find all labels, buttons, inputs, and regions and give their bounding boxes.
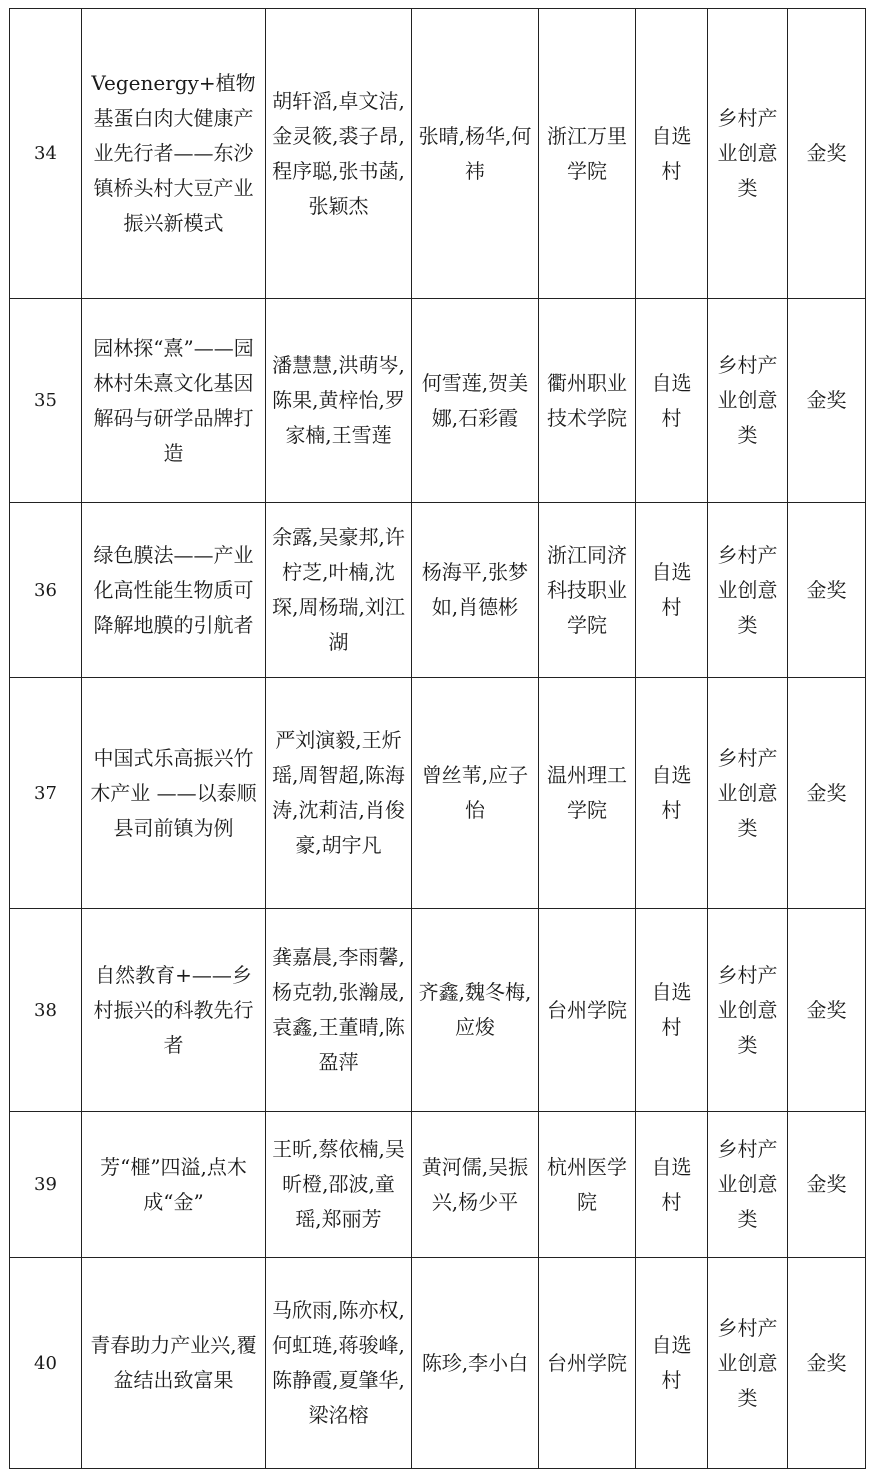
table-row [10, 909, 866, 1112]
table-row [10, 1258, 866, 1469]
award: 金奖 [788, 9, 866, 299]
row-number: 40 [10, 1258, 82, 1469]
table-row [10, 9, 866, 299]
village-type: 自选村 [636, 1112, 708, 1258]
team-members: 严刘演毅,王炘瑶,周智超,陈海涛,沈莉洁,肖俊豪,胡宇凡 [266, 678, 412, 909]
project-title: 芳“榧”四溢,点木成“金” [82, 1112, 266, 1258]
award-results-table [9, 8, 866, 1469]
project-title: 青春助力产业兴,覆盆结出致富果 [82, 1258, 266, 1469]
team-members: 马欣雨,陈亦权,何虹琏,蒋骏峰,陈静霞,夏肇华,梁洺榕 [266, 1258, 412, 1469]
team-members: 龚嘉晨,李雨馨,杨克勃,张瀚晟,袁鑫,王董晴,陈盈萍 [266, 909, 412, 1112]
team-members: 胡轩滔,卓文洁,金灵筱,裘子昂,程序聪,张书菡,张颖杰 [266, 9, 412, 299]
table-row [10, 678, 866, 909]
row-number: 34 [10, 9, 82, 299]
project-title: 绿色膜法——产业化高性能生物质可降解地膜的引航者 [82, 503, 266, 678]
village-type: 自选村 [636, 909, 708, 1112]
category: 乡村产业创意类 [708, 1258, 788, 1469]
category: 乡村产业创意类 [708, 678, 788, 909]
award: 金奖 [788, 1112, 866, 1258]
award: 金奖 [788, 909, 866, 1112]
project-title: Vegenergy+植物基蛋白肉大健康产业先行者——东沙镇桥头村大豆产业振兴新模式 [82, 9, 266, 299]
advisors: 陈珍,李小白 [412, 1258, 539, 1469]
table-row [10, 503, 866, 678]
team-members: 王昕,蔡依楠,吴昕橙,邵波,童瑶,郑丽芳 [266, 1112, 412, 1258]
advisors: 曾丝苇,应子怡 [412, 678, 539, 909]
category: 乡村产业创意类 [708, 9, 788, 299]
project-title: 园林探“熹”——园林村朱熹文化基因解码与研学品牌打造 [82, 299, 266, 503]
award: 金奖 [788, 678, 866, 909]
award: 金奖 [788, 299, 866, 503]
team-members: 潘慧慧,洪萌岑,陈果,黄梓怡,罗家楠,王雪莲 [266, 299, 412, 503]
village-type: 自选村 [636, 9, 708, 299]
advisors: 杨海平,张梦如,肖德彬 [412, 503, 539, 678]
project-title: 中国式乐高振兴竹木产业 ——以泰顺县司前镇为例 [82, 678, 266, 909]
row-number: 36 [10, 503, 82, 678]
row-number: 39 [10, 1112, 82, 1258]
school: 台州学院 [539, 1258, 636, 1469]
school: 台州学院 [539, 909, 636, 1112]
team-members: 余露,吴豪邦,许柠芝,叶楠,沈琛,周杨瑞,刘江湖 [266, 503, 412, 678]
category: 乡村产业创意类 [708, 1112, 788, 1258]
school: 温州理工学院 [539, 678, 636, 909]
village-type: 自选村 [636, 503, 708, 678]
row-number: 35 [10, 299, 82, 503]
school: 浙江万里学院 [539, 9, 636, 299]
category: 乡村产业创意类 [708, 909, 788, 1112]
table-row [10, 1112, 866, 1258]
advisors: 张晴,杨华,何祎 [412, 9, 539, 299]
advisors: 齐鑫,魏冬梅,应焌 [412, 909, 539, 1112]
village-type: 自选村 [636, 678, 708, 909]
row-number: 38 [10, 909, 82, 1112]
table-row [10, 299, 866, 503]
category: 乡村产业创意类 [708, 503, 788, 678]
advisors: 何雪莲,贺美娜,石彩霞 [412, 299, 539, 503]
village-type: 自选村 [636, 1258, 708, 1469]
village-type: 自选村 [636, 299, 708, 503]
category: 乡村产业创意类 [708, 299, 788, 503]
project-title: 自然教育+——乡村振兴的科教先行者 [82, 909, 266, 1112]
school: 浙江同济科技职业学院 [539, 503, 636, 678]
row-number: 37 [10, 678, 82, 909]
school: 衢州职业技术学院 [539, 299, 636, 503]
school: 杭州医学院 [539, 1112, 636, 1258]
award: 金奖 [788, 503, 866, 678]
award: 金奖 [788, 1258, 866, 1469]
advisors: 黄河儒,吴振兴,杨少平 [412, 1112, 539, 1258]
